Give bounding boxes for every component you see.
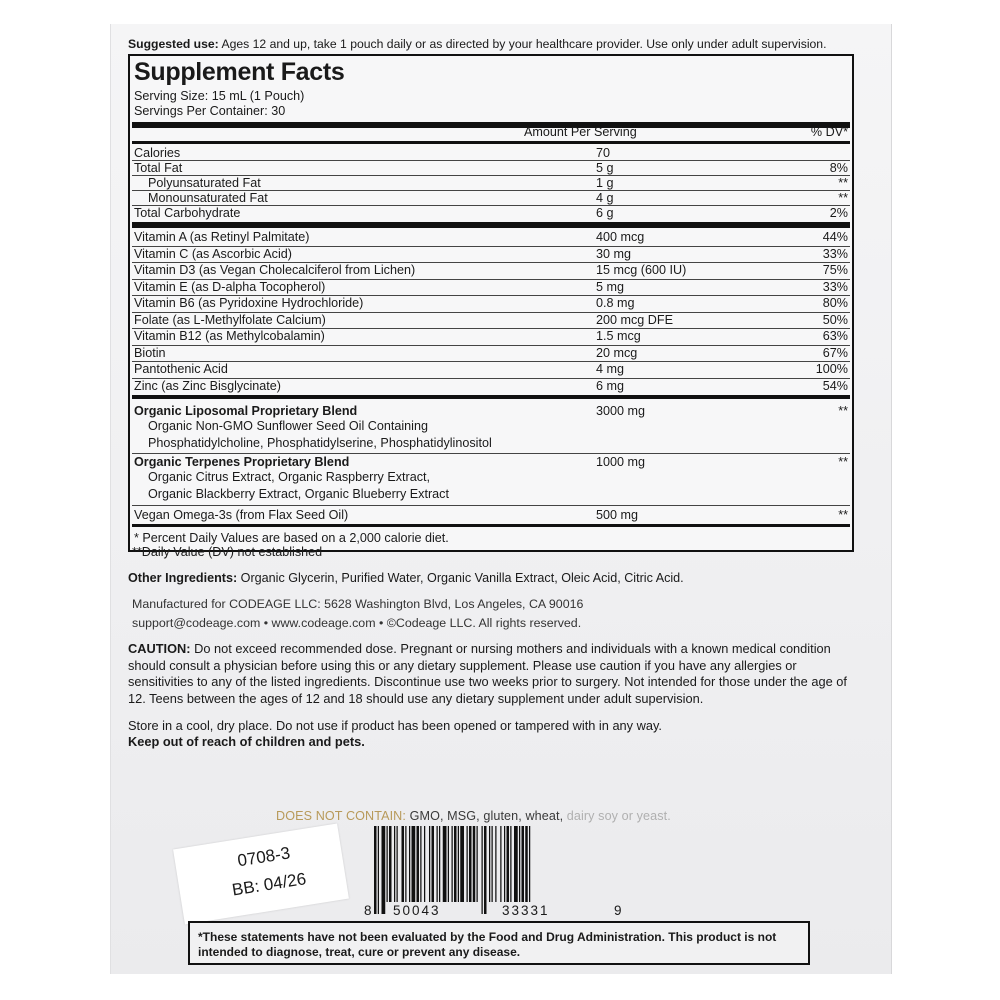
nutrient-dv: 8%	[829, 161, 848, 175]
nutrient-name: Zinc (as Zinc Bisglycinate)	[134, 378, 281, 393]
nutrient-name: Monounsaturated Fat	[148, 191, 268, 205]
facts-row	[134, 206, 848, 222]
barcode-bar	[492, 826, 493, 902]
lot-number: 0708-3	[236, 843, 292, 871]
barcode-bar	[424, 826, 425, 902]
nutrient-name: Vitamin B12 (as Methylcobalamin)	[134, 329, 325, 343]
barcode-bar	[397, 826, 398, 902]
facts-row	[134, 263, 848, 279]
nutrient-dv: 63%	[822, 329, 848, 343]
divider-2	[132, 505, 850, 506]
barcode-bar	[529, 826, 530, 902]
medium-rule	[132, 141, 850, 144]
barcode-bar	[439, 826, 440, 902]
nutrient-amount: 4 g	[596, 191, 614, 205]
facts-row	[134, 230, 848, 246]
facts-row	[134, 280, 848, 296]
suggested-use-text: Ages 12 and up, take 1 pouch daily or as directed by your healthcare provider. Use only under adult supervision.	[218, 37, 827, 51]
other-ingredients-label: Other Ingredients:	[128, 571, 238, 585]
facts-row	[134, 296, 848, 312]
nutrient-dv: 54%	[822, 378, 848, 393]
nutrient-name: Vitamin E (as D-alpha Tocopherol)	[134, 279, 326, 294]
dnc-items: GMO, MSG, gluten, wheat,	[405, 809, 564, 823]
dv-header: % DV*	[810, 125, 848, 139]
serving-size: Serving Size: 15 mL (1 Pouch)	[134, 89, 305, 103]
other-ingredients	[128, 571, 684, 585]
barcode-bar	[378, 826, 379, 914]
suggested-use	[128, 37, 826, 51]
nutrient-name: Vitamin C (as Ascorbic Acid)	[134, 246, 292, 261]
barcode-bar	[467, 826, 468, 902]
barcode-bar	[507, 826, 510, 902]
keep-out-of-reach: Keep out of reach of children and pets.	[128, 734, 365, 749]
facts-row	[134, 329, 848, 345]
liposomal-blend	[134, 404, 848, 452]
blend1-title: Organic Liposomal Proprietary Blend	[134, 404, 358, 418]
column-header-row	[134, 125, 848, 141]
nutrient-amount: 5 mg	[596, 279, 624, 294]
barcode-bar	[405, 826, 406, 902]
barcode-bar	[412, 826, 416, 902]
barcode-bar	[477, 826, 478, 902]
footnote-2: **Daily Value (DV) not established	[132, 545, 323, 559]
blend2-line2: Organic Blackberry Extract, Organic Blueberry Extract	[148, 487, 449, 501]
barcode-bar	[454, 826, 457, 902]
omega-dv: **	[838, 508, 848, 522]
barcode-bar	[402, 826, 405, 902]
barcode-bar	[448, 826, 449, 902]
caution-paragraph	[128, 641, 862, 707]
omega-row	[134, 508, 848, 524]
nutrient-name: Folate (as L-Methylfolate Calcium)	[134, 312, 326, 327]
barcode-bar	[389, 826, 392, 902]
manufacturer-line: Manufactured for CODEAGE LLC: 5628 Washington Blvd, Los Angeles, CA 90016	[132, 597, 584, 611]
nutrient-dv: 44%	[822, 230, 848, 244]
barcode-bar	[495, 826, 496, 902]
blend1-line1: Organic Non-GMO Sunflower Seed Oil Containing	[148, 419, 428, 433]
nutrient-dv: 2%	[829, 206, 848, 220]
facts-row	[134, 379, 848, 395]
contact-line: support@codeage.com • www.codeage.com • ©Codeage LLC. All rights reserved.	[132, 616, 582, 630]
blend2-title: Organic Terpenes Proprietary Blend	[134, 455, 350, 469]
footnote-1: * Percent Daily Values are based on a 2,000 calorie diet.	[134, 531, 449, 545]
nutrient-amount: 4 mg	[596, 362, 624, 376]
barcode-digit-4: 9	[614, 903, 622, 918]
barcode-bar	[382, 826, 386, 914]
nutrient-dv: 67%	[822, 345, 848, 360]
blend2-amount: 1000 mg	[596, 455, 646, 469]
amount-header: Amount Per Serving	[524, 125, 637, 139]
nutrient-dv: **	[838, 176, 848, 190]
blend2-line1: Organic Citrus Extract, Organic Raspberry Extract,	[148, 470, 431, 484]
facts-row	[134, 346, 848, 362]
barcode-bar	[437, 826, 438, 902]
suggested-use-label: Suggested use:	[128, 37, 219, 51]
barcode-bar	[484, 826, 487, 914]
barcode-bar	[387, 826, 388, 902]
barcode-bar	[374, 826, 377, 914]
nutrient-amount: 0.8 mg	[596, 296, 635, 310]
barcode-bar	[510, 826, 511, 902]
nutrient-dv: 80%	[822, 296, 848, 310]
terpenes-blend	[134, 455, 848, 503]
barcode-bar	[394, 826, 395, 902]
bottom-rule	[132, 524, 850, 527]
supplement-facts-panel	[128, 54, 854, 552]
nutrient-name: Total Carbohydrate	[134, 206, 241, 220]
barcode-digits-3: 33331	[502, 903, 550, 918]
nutrient-amount: 70	[596, 146, 611, 160]
nutrient-dv: 75%	[822, 263, 848, 277]
omega-name: Vegan Omega-3s (from Flax Seed Oil)	[134, 508, 349, 522]
storage-text: Store in a cool, dry place. Do not use if product has been opened or tampered with in any way.	[128, 718, 662, 733]
nutrient-name: Pantothenic Acid	[134, 362, 228, 376]
fda-disclaimer: *These statements have not been evaluated by the Food and Drug Administration. This product is not intended to diagnose, treat, cure or prevent any disease.	[188, 921, 810, 965]
barcode-bar	[432, 826, 435, 902]
barcode-bar	[489, 826, 490, 902]
dnc-label: DOES NOT CONTAIN:	[276, 809, 406, 823]
nutrient-amount: 1 g	[596, 176, 614, 190]
nutrient-amount: 1.5 mcg	[596, 329, 641, 343]
nutrient-dv: 100%	[815, 362, 848, 376]
caution-text: Do not exceed recommended dose. Pregnant or nursing mothers and individuals with a known medical condition should consult a physician before using this or any dietary supplement. Please use caution if you have any allergies or sensitivities to any of the listed ingredients. Discontinue use two weeks prior to surgery. Not intended for those under the age of 12. Teens between the ages of 12 and 18 should use any dietary supplement under adult supervision.	[128, 641, 847, 706]
nutrient-amount: 200 mcg DFE	[596, 312, 673, 327]
nutrient-amount: 6 g	[596, 206, 614, 220]
facts-title: Supplement Facts	[134, 58, 345, 86]
omega-amount: 500 mg	[596, 508, 639, 522]
nutrient-name: Vitamin D3 (as Vegan Cholecalciferol from Lichen)	[134, 263, 416, 277]
nutrient-amount: 6 mg	[596, 378, 624, 393]
facts-row	[134, 362, 848, 378]
barcode-bar	[420, 826, 421, 902]
barcode-digits-2: 50043	[393, 903, 441, 918]
barcode-bar	[500, 826, 501, 902]
blend1-line2: Phosphatidylcholine, Phosphatidylserine, Phosphatidylinositol	[148, 436, 492, 450]
best-by-date: BB: 04/26	[230, 869, 308, 900]
other-ingredients-text: Organic Glycerin, Purified Water, Organic Vanilla Extract, Oleic Acid, Citric Acid.	[237, 571, 684, 585]
nutrient-name: Polyunsaturated Fat	[148, 176, 261, 190]
nutrient-amount: 400 mcg	[596, 230, 645, 244]
thick-rule-2	[132, 222, 850, 228]
barcode-bar	[473, 826, 476, 902]
nutrient-dv: 33%	[822, 246, 848, 261]
nutrient-amount: 15 mcg (600 IU)	[596, 263, 687, 277]
nutrient-dv: 50%	[822, 312, 848, 327]
barcode-digit-1: 8	[364, 903, 372, 918]
thick-rule-3	[132, 395, 850, 399]
nutrient-name: Total Fat	[134, 161, 183, 175]
barcode-bar	[458, 826, 459, 902]
divider	[132, 453, 850, 454]
barcode-bar	[469, 826, 472, 902]
barcode-bar	[525, 826, 528, 902]
barcode-bar	[452, 826, 453, 902]
does-not-contain	[276, 809, 671, 823]
dnc-items-faded: dairy soy or yeast.	[563, 809, 671, 823]
barcode-bar	[417, 826, 420, 902]
nutrient-dv: **	[838, 191, 848, 205]
barcode-bar	[514, 826, 518, 902]
barcode-bar	[482, 826, 483, 914]
nutrient-amount: 5 g	[596, 161, 614, 175]
blend1-amount: 3000 mg	[596, 404, 646, 418]
nutrient-name: Calories	[134, 146, 181, 160]
facts-row	[134, 247, 848, 263]
nutrient-name: Vitamin B6 (as Pyridoxine Hydrochloride)	[134, 296, 364, 310]
nutrient-dv: 33%	[822, 279, 848, 294]
caution-label: CAUTION:	[128, 641, 191, 656]
nutrient-amount: 20 mcg	[596, 345, 638, 360]
nutrient-name: Biotin	[134, 345, 166, 360]
barcode-bar	[443, 826, 447, 902]
blend1-dv: **	[838, 404, 848, 418]
barcode-bar	[409, 826, 410, 902]
servings-per-container: Servings Per Container: 30	[134, 104, 286, 118]
nutrient-amount: 30 mg	[596, 246, 632, 261]
blend2-dv: **	[838, 455, 848, 469]
barcode-bar	[429, 826, 430, 902]
barcode-bar	[460, 826, 464, 902]
barcode-bar	[519, 826, 520, 902]
barcode-bar	[522, 826, 525, 902]
barcode-bar	[504, 826, 505, 902]
nutrient-name: Vitamin A (as Retinyl Palmitate)	[134, 230, 310, 244]
facts-row	[134, 313, 848, 329]
